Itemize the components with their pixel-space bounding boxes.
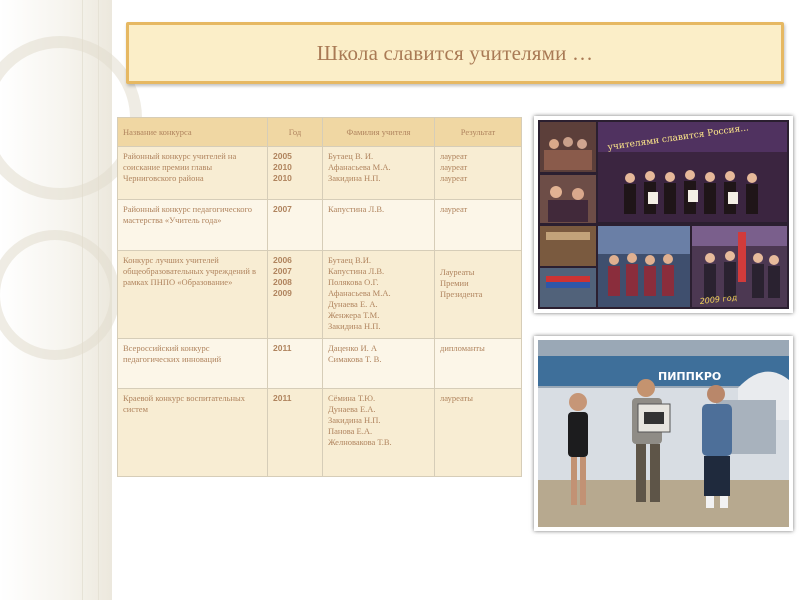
teacher-names: Даценко И. А Симакова Т. В. [323, 339, 435, 389]
table-row [118, 147, 522, 200]
award-illustration [538, 340, 789, 527]
contest-results: лауреат [435, 200, 522, 251]
teacher-names: Капустина Л.В. [323, 200, 435, 251]
contest-results: лауреаты [435, 389, 522, 477]
contest-name: Краевой конкурс воспитательных систем [118, 389, 268, 477]
award-ceremony-photo [534, 336, 793, 531]
table-row [118, 339, 522, 389]
teachers-photo-collage [534, 116, 793, 313]
contest-results: Лауреаты Премии Президента [435, 251, 522, 339]
header-result: Результат [435, 118, 522, 147]
title-banner [126, 22, 784, 84]
contest-name: Районный конкурс педагогического мастерства «Учитель года» [118, 200, 268, 251]
contest-years: 2005 2010 2010 [268, 147, 323, 200]
contest-name: Районный конкурс учителей на соискание премии главы Черниговского района [118, 147, 268, 200]
contest-results: дипломанты [435, 339, 522, 389]
table-header-row [118, 118, 522, 147]
teacher-names: Бутаец В.И. Капустина Л.В. Полякова О.Г. Афанасьева М.А. Дунаева Е. А. Женжера Т.М. Закидина Н.П. [323, 251, 435, 339]
table-row [118, 389, 522, 477]
teacher-names: Сёмина Т.Ю. Дунаева Е.А. Закидина Н.П. Панова Е.А. Желновакова Т.В. [323, 389, 435, 477]
contest-years: 2011 [268, 339, 323, 389]
collage-banner-text: учителями славится Россия... [607, 123, 750, 153]
contest-years: 2007 [268, 200, 323, 251]
header-teacher: Фамилия учителя [323, 118, 435, 147]
award-banner-text: ПИППКРО [658, 370, 722, 383]
collage-illustration [538, 120, 789, 309]
contest-name: Всероссийский конкурс педагогических инноваций [118, 339, 268, 389]
header-year: Год [268, 118, 323, 147]
contests-table [117, 117, 522, 477]
contest-name: Конкурс лучших учителей общеобразовательных учреждений в рамках ПНПО «Образование» [118, 251, 268, 339]
page-title: Школа славится учителями … [316, 40, 594, 65]
contest-results: лауреат лауреат лауреат [435, 147, 522, 200]
table-row [118, 200, 522, 251]
contest-years: 2011 [268, 389, 323, 477]
table-row [118, 251, 522, 339]
contest-years: 2006 2007 2008 2009 [268, 251, 323, 339]
collage-caption: 2009 год [699, 293, 738, 306]
header-contest: Название конкурса [118, 118, 268, 147]
teacher-names: Бутаец В. И. Афанасьева М.А. Закидина Н.П. [323, 147, 435, 200]
